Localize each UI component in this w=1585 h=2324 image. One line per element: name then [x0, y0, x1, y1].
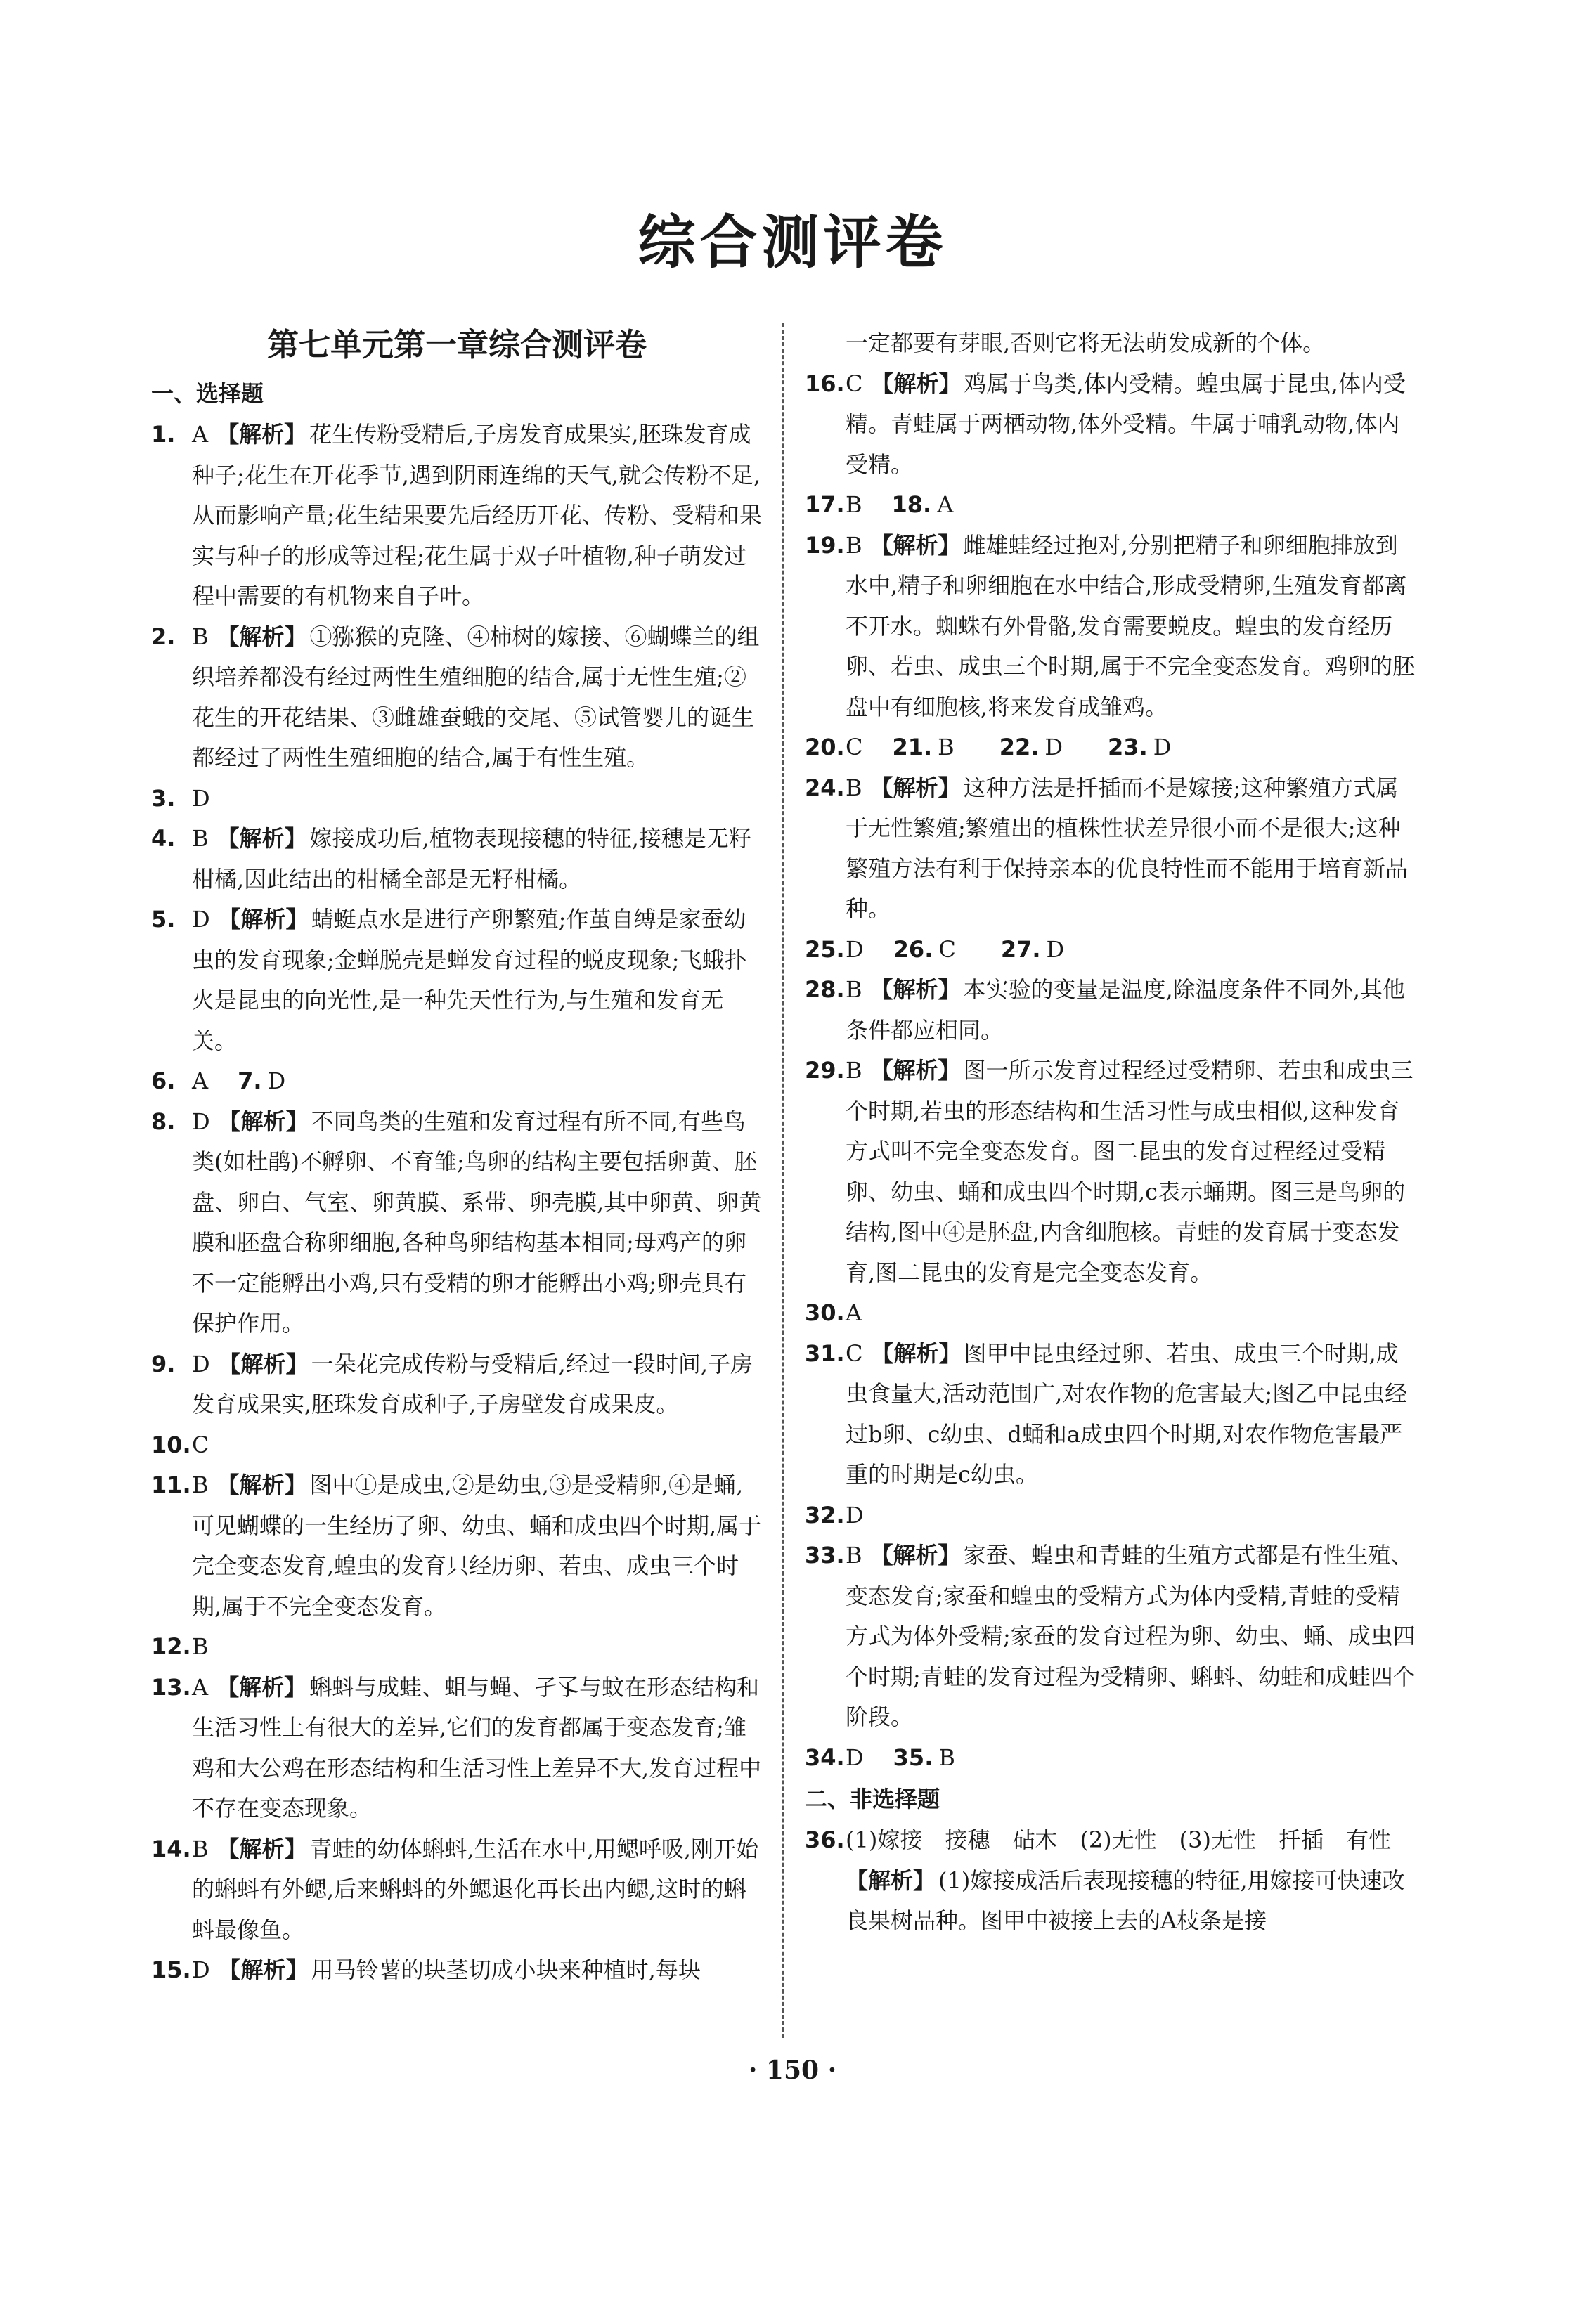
analysis-text: 嫁接成功后,植物表现接穗的特征,接穗是无籽柑橘,因此结出的柑橘全部是无籽柑橘。	[192, 825, 751, 892]
analysis-tag: 【解析】	[870, 1057, 961, 1084]
question-number: 30.	[805, 1299, 845, 1326]
answer-letter: B	[192, 1633, 209, 1660]
question-number: 14.	[151, 1835, 191, 1862]
answer-letter: B	[938, 734, 955, 760]
answer-line: (1)嫁接 接穗 砧木 (2)无性 (3)无性 扦插 有性	[846, 1826, 1391, 1853]
answer-item	[805, 768, 1416, 930]
answer-letter: C	[192, 1431, 209, 1458]
analysis-text: 图甲中昆虫经过卵、若虫、成虫三个时期,成虫食量大,活动范围广,对农作物的危害最大;图乙中昆虫经过b卵、c幼虫、d蛹和a成虫四个时期,对农作物危害最严重的时期是c幼虫。	[846, 1339, 1408, 1488]
analysis-tag: 【解析】	[870, 976, 961, 1003]
answer-letter: C	[846, 734, 863, 760]
analysis-text: 花生传粉受精后,子房发育成果实,胚珠发育成种子;花生在开花季节,遇到阴雨连绵的天气,就会传粉不足,从而影响产量;花生结果要先后经历开花、传粉、受精和果实与种子的形成等过程;花生属于双子叶植物,种子萌发过程中需要的有机物来自子叶。	[192, 421, 762, 609]
answer-item	[805, 930, 1416, 971]
question-number: 32.	[805, 1501, 845, 1528]
question-number: 10.	[151, 1431, 191, 1458]
question-number: 17.	[805, 491, 845, 518]
answer-letter: A	[192, 421, 209, 448]
answer-letter: D	[192, 1350, 210, 1377]
question-number: 19.	[805, 531, 845, 559]
question-number: 5.	[151, 906, 176, 933]
answer-letter: D	[192, 1108, 210, 1135]
question-number: 6.	[151, 1067, 176, 1094]
answer-letter: D	[846, 935, 864, 963]
question-number: 31.	[805, 1339, 845, 1367]
analysis-tag: 【解析】	[871, 1339, 962, 1367]
question-number: 2.	[151, 623, 176, 650]
answer-letter: B	[192, 825, 209, 852]
analysis-tag: 【解析】	[218, 1956, 309, 1983]
answer-item	[151, 1061, 763, 1102]
extra-answer	[1108, 734, 1195, 760]
question-number: 35.	[893, 1744, 933, 1771]
answer-letter: D	[1046, 935, 1065, 963]
answer-letter: D	[1153, 734, 1172, 760]
analysis-tag: 【解析】	[216, 1472, 307, 1498]
answer-item	[151, 1425, 763, 1466]
answer-item	[805, 1495, 1416, 1536]
continued-text: 一定都要有芽眼,否则它将无法萌发成新的个体。	[846, 330, 1326, 356]
analysis-tag: 【解析】	[216, 421, 307, 448]
question-number: 28.	[805, 976, 845, 1003]
page-title: 综合测评卷	[638, 209, 947, 276]
answer-letter: B	[846, 491, 862, 518]
answer-letter: B	[846, 531, 862, 559]
answer-item	[151, 1668, 763, 1829]
question-number: 22.	[999, 734, 1040, 760]
answer-item	[151, 1950, 763, 1991]
answer-item	[805, 1293, 1416, 1334]
extra-answer	[892, 734, 978, 760]
answer-item	[151, 415, 763, 617]
question-number: 18.	[891, 491, 932, 518]
question-number: 4.	[151, 825, 176, 852]
answer-letter: A	[192, 1067, 209, 1094]
question-36-analysis	[805, 1861, 1416, 1942]
part1-heading: 一、选择题	[151, 380, 264, 407]
question-number: 13.	[151, 1673, 191, 1701]
analysis-text: (1)嫁接成活后表现接穗的特征,用嫁接可快速改良果树品种。图甲中被接上去的A枝条是接	[846, 1867, 1405, 1934]
analysis-tag: 【解析】	[846, 1867, 936, 1894]
question-number: 11.	[151, 1472, 191, 1498]
answer-letter: B	[846, 1057, 862, 1084]
question-number: 7.	[238, 1067, 262, 1094]
answer-item	[151, 1829, 763, 1951]
answer-letter: D	[192, 784, 210, 812]
question-number: 27.	[1000, 935, 1041, 963]
extra-answer	[892, 491, 978, 518]
answer-letter: B	[846, 774, 862, 801]
analysis-text: 不同鸟类的生殖和发育过程有所不同,有些鸟类(如杜鹃)不孵卵、不育雏;鸟卵的结构主要包括卵黄、胚盘、卵白、气室、卵黄膜、系带、卵壳膜,其中卵黄、卵黄膜和胚盘合称卵细胞,各种鸟卵结构基本相同;母鸡产的卵不一定能孵出小鸡,只有受精的卵才能孵出小鸡;卵壳具有保护作用。	[192, 1108, 762, 1337]
analysis-text: 蝌蚪与成蛙、蛆与蝇、孑孓与蚊在形态结构和生活习性上有很大的差异,它们的发育都属于变态发育;雏鸡和大公鸡在形态结构和生活习性上差异不大,发育过程中不存在变态现象。	[192, 1673, 762, 1822]
answer-item	[151, 900, 763, 1061]
answer-letter: A	[937, 491, 954, 518]
left-column	[151, 323, 763, 1991]
answer-letter: C	[846, 370, 863, 397]
question-number: 26.	[893, 935, 933, 963]
answer-letter: D	[267, 1067, 286, 1094]
question-number: 34.	[805, 1744, 845, 1771]
analysis-tag: 【解析】	[218, 1350, 309, 1377]
answer-letter: B	[192, 1835, 209, 1862]
answer-item	[151, 1102, 763, 1344]
question-number: 8.	[151, 1108, 176, 1135]
answer-letter: D	[846, 1501, 864, 1528]
analysis-text: 用马铃薯的块茎切成小块来种植时,每块	[311, 1956, 701, 1983]
answer-item	[805, 1334, 1416, 1495]
answer-letter: C	[846, 1339, 863, 1367]
answer-item	[151, 779, 763, 819]
analysis-tag: 【解析】	[870, 531, 961, 559]
answer-item	[805, 526, 1416, 728]
question-36	[805, 1820, 1416, 1861]
analysis-text: 图一所示发育过程经过受精卵、若虫和成虫三个时期,若虫的形态结构和生活习性与成虫相似,这种发育方式叫不完全变态发育。图二昆虫的发育过程经过受精卵、幼虫、蛹和成虫四个时期,c表示蛹期。图三是鸟卵的结构,图中④是胚盘,内含细胞核。青蛙的发育属于变态发育,图二昆虫的发育是完全变态发育。	[846, 1057, 1413, 1286]
extra-answer	[999, 734, 1087, 760]
section-title: 第七单元第一章综合测评卷	[266, 326, 647, 363]
left-answer-list	[151, 415, 763, 1991]
analysis-tag: 【解析】	[870, 774, 961, 801]
answer-item	[805, 485, 1416, 526]
analysis-tag: 【解析】	[216, 825, 307, 852]
answer-letter: A	[846, 1299, 862, 1326]
question-number: 23.	[1108, 734, 1148, 760]
answer-item	[805, 364, 1416, 486]
analysis-tag: 【解析】	[216, 1835, 307, 1862]
answer-item	[805, 970, 1416, 1051]
answer-letter: D	[192, 1956, 210, 1983]
question-number: 29.	[805, 1057, 845, 1084]
question-number: 25.	[805, 935, 845, 963]
analysis-text: 蜻蜓点水是进行产卵繁殖;作茧自缚是家蚕幼虫的发育现象;金蝉脱壳是蝉发育过程的蜕皮现象;飞蛾扑火是昆虫的向光性,是一种先天性行为,与生殖和发育无关。	[192, 906, 747, 1054]
extra-answer	[893, 936, 980, 963]
question-number: 16.	[805, 370, 845, 397]
analysis-text: 家蚕、蝗虫和青蛙的生殖方式都是有性生殖、变态发育;家蚕和蝗虫的受精方式为体内受精,青蛙的受精方式为体外受精;家蚕的发育过程为卵、幼虫、蛹、成虫四个时期;青蛙的发育过程为受精卵、蝌蚪、幼蛙和成蛙四个阶段。	[846, 1542, 1416, 1730]
analysis-tag: 【解析】	[216, 623, 307, 650]
question-number: 1.	[151, 421, 176, 448]
question-number: 24.	[805, 774, 845, 801]
analysis-text: 雌雄蛙经过抱对,分别把精子和卵细胞排放到水中,精子和卵细胞在水中结合,形成受精卵,生殖发育都离不开水。蜘蛛有外骨骼,发育需要蜕皮。蝗虫的发育经历卵、若虫、成虫三个时期,属于不完全变态发育。鸡卵的胚盘中有细胞核,将来发育成雏鸡。	[846, 531, 1416, 720]
right-answer-list	[805, 364, 1416, 1779]
answer-letter: C	[938, 935, 956, 963]
part2-heading: 二、非选择题	[805, 1786, 940, 1812]
analysis-text: 图中①是成虫,②是幼虫,③是受精卵,④是蛹,可见蝴蝶的一生经历了卵、幼虫、蛹和成虫四个时期,属于完全变态发育,蝗虫的发育只经历卵、若虫、成虫三个时期,属于不完全变态发育。	[192, 1472, 762, 1620]
extra-answer	[893, 1744, 979, 1771]
extra-answer	[1001, 936, 1088, 963]
question-number: 9.	[151, 1350, 176, 1377]
answer-item	[151, 819, 763, 900]
analysis-text: 本实验的变量是温度,除温度条件不同外,其他条件都应相同。	[846, 976, 1405, 1044]
answer-item	[805, 727, 1416, 768]
page-number: · 150 ·	[748, 2056, 837, 2085]
answer-letter: B	[192, 1472, 209, 1498]
extra-answer	[238, 1067, 309, 1094]
answer-item	[151, 617, 763, 779]
analysis-text: ①猕猴的克隆、④柿树的嫁接、⑥蝴蝶兰的组织培养都没有经过两性生殖细胞的结合,属于无性生殖;②花生的开花结果、③雌雄蚕蛾的交尾、⑤试管婴儿的诞生都经过了两性生殖细胞的结合,属于有性生殖。	[192, 623, 760, 771]
analysis-text: 青蛙的幼体蝌蚪,生活在水中,用鳃呼吸,刚开始的蝌蚪有外鳃,后来蝌蚪的外鳃退化再长出内鳃,这时的蝌蚪最像鱼。	[192, 1835, 759, 1943]
analysis-text: 鸡属于鸟类,体内受精。蝗虫属于昆虫,体内受精。青蛙属于两栖动物,体外受精。牛属于哺乳动物,体内受精。	[846, 370, 1406, 478]
answer-item	[151, 1344, 763, 1425]
answer-item	[805, 1738, 1416, 1779]
answer-letter: D	[1044, 734, 1063, 760]
answer-letter: B	[192, 623, 209, 650]
right-column	[805, 323, 1416, 1942]
question-number: 21.	[892, 734, 933, 760]
answer-item	[151, 1465, 763, 1627]
question-number: 20.	[805, 734, 845, 760]
analysis-tag: 【解析】	[870, 1542, 961, 1569]
answer-item	[151, 1627, 763, 1668]
answer-item	[805, 1051, 1416, 1293]
answer-letter: A	[192, 1673, 209, 1701]
answer-letter: D	[846, 1744, 864, 1771]
question-number: 36.	[805, 1826, 845, 1853]
answer-letter: B	[846, 976, 862, 1003]
question-number: 12.	[151, 1633, 191, 1660]
answer-item	[805, 1536, 1416, 1738]
question-number: 15.	[151, 1956, 191, 1983]
answer-letter: D	[192, 906, 210, 933]
question-number: 3.	[151, 784, 176, 812]
answer-letter: B	[938, 1744, 955, 1771]
analysis-text: 一朵花完成传粉与受精后,经过一段时间,子房发育成果实,胚珠发育成种子,子房壁发育成果皮。	[192, 1350, 753, 1417]
analysis-tag: 【解析】	[216, 1673, 307, 1701]
analysis-text: 这种方法是扦插而不是嫁接;这种繁殖方式属于无性繁殖;繁殖出的植株性状差异很小而不是很大;这种繁殖方法有利于保持亲本的优良特性而不能用于培育新品种。	[846, 774, 1409, 922]
analysis-tag: 【解析】	[218, 1108, 309, 1135]
analysis-tag: 【解析】	[871, 370, 962, 397]
answer-letter: B	[846, 1542, 862, 1569]
question-number: 33.	[805, 1542, 845, 1569]
column-divider	[782, 323, 784, 2038]
analysis-tag: 【解析】	[218, 906, 309, 933]
